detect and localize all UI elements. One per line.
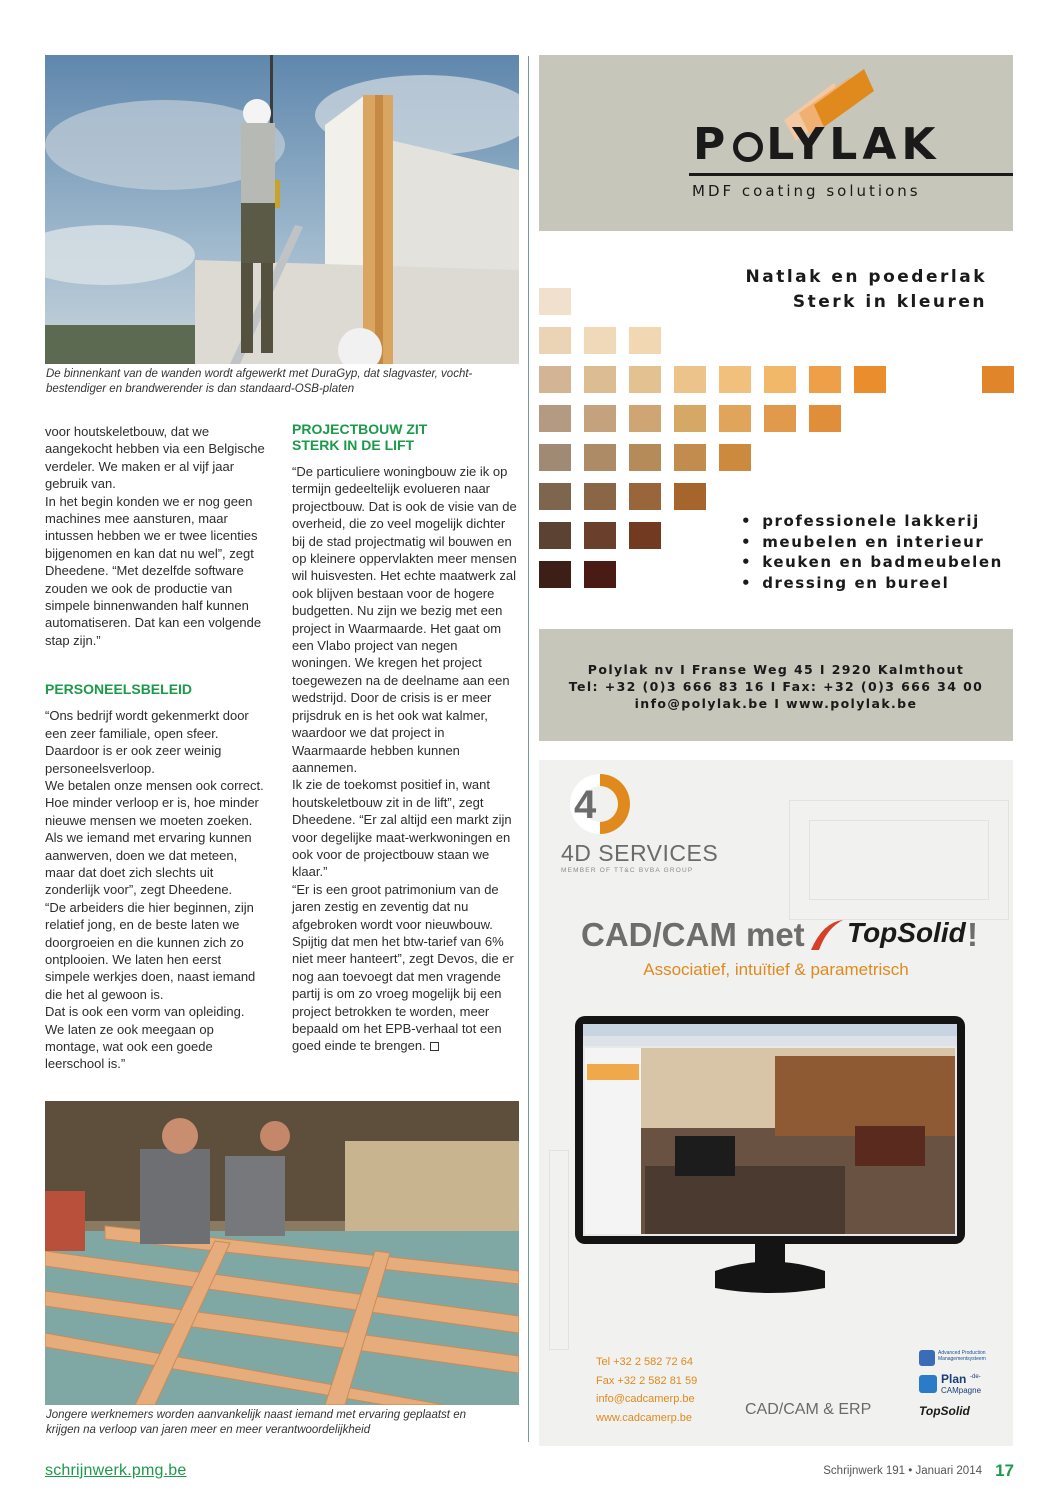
color-swatch: [982, 366, 1014, 393]
polylak-phone: Tel: +32 (0)3 666 83 16 I Fax: +32 (0)3 666 34 00: [568, 679, 984, 694]
plan-de-campagne-text-c: CAMpagne: [941, 1386, 982, 1395]
color-swatch: [539, 405, 571, 432]
4d-website[interactable]: www.cadcamerp.be: [596, 1411, 692, 1424]
color-swatch: [584, 327, 616, 354]
color-swatch: [539, 288, 571, 315]
polylak-service-item: • meubelen en interieur: [741, 532, 1003, 553]
photo-bottom-caption: Jongere werknemers worden aanvankelijk naast iemand met ervaring geplaatst en krijgen na verloop van jaren meer en meer verantwoordelijkheid: [46, 1409, 466, 1436]
footer-website-link[interactable]: schrijnwerk.pmg.be: [45, 1462, 187, 1479]
col1-paragraph-2: In het begin konden we er nog geen machines mee aansturen, maar intussen hebben we er twee licenties bijgenomen en kan dat nu wel”, zegt Dheedene. “Met dezelfde software zouden we ook de productie van simpele binnenwanden half kunnen automatiseren. Dat kan een volgende stap zijn.”: [45, 493, 262, 648]
color-swatch: [584, 366, 616, 393]
color-swatch: [584, 561, 616, 588]
svg-text:4: 4: [574, 783, 597, 827]
article-column-2: [292, 421, 518, 1055]
polylak-service-item: • dressing en bureel: [741, 573, 1003, 594]
color-swatch: [539, 561, 571, 588]
color-swatch: [629, 405, 661, 432]
polylak-contact: [539, 661, 1013, 712]
color-swatch: [809, 366, 841, 393]
plan-de-campagne-icon: [919, 1375, 937, 1393]
heading-line-2: STERK IN DE LIFT: [292, 437, 415, 453]
color-swatch: [629, 327, 661, 354]
color-swatch: [539, 522, 571, 549]
section-heading-projectbouw: [292, 421, 518, 453]
article-column-1: [45, 423, 267, 1073]
color-swatch: [809, 405, 841, 432]
4d-email[interactable]: info@cadcamerp.be: [596, 1393, 695, 1405]
partner-logo-plan-de-campagne: [919, 1372, 999, 1396]
headline-exclamation: !: [967, 916, 978, 953]
polylak-logo-underline: [689, 173, 1013, 176]
color-swatch: [764, 405, 796, 432]
color-swatch: [674, 483, 706, 510]
col1-paragraph-5: Als we iemand met ervaring kunnen aanwerven, doen we dat meteen, maar dat doet zich slechts uit zonderlijk voor”, zegt Dheedene.: [45, 830, 252, 898]
polylak-services-list: [741, 511, 1003, 593]
color-swatch: [764, 366, 796, 393]
color-swatch: [584, 522, 616, 549]
end-of-article-icon: [430, 1042, 439, 1051]
4d-brand-name: 4D SERVICES: [561, 840, 719, 866]
col2-paragraph-1: “De particuliere woningbouw zie ik op termijn gedeeltelijk evolueren naar projectbouw. Dat is ook de visie van de overheid, die zo veel mogelijk dichter bij de stad projectmatig wil bouwen en op kleinere oppervlakten meer mensen wil huisvesten. Het echte maatwerk zal ook blijven bestaan voor de hogere budgetten. Nu zijn we bezig met een project in Waarmaarde. Het gaat om een Vlabo project van negen woningen. We kregen het project toegewezen na de deelname aan een wedstrijd. Door de crisis is er meer prijsdruk en is het ook wat kalmer, waardoor we dat project in Waarmaarde hebben kunnen aannemen.: [292, 464, 517, 775]
4d-brand-subtitle: MEMBER OF TT&C BVBA GROUP: [561, 867, 694, 874]
color-swatch: [629, 483, 661, 510]
4d-headline: CAD/CAM met: [581, 916, 805, 953]
heading-line-1: PROJECTBOUW ZIT: [292, 421, 428, 437]
partner-logo-topsolid: TopSolid: [919, 1404, 970, 1418]
color-swatch: [719, 405, 751, 432]
color-swatch: [539, 483, 571, 510]
plan-de-campagne-text-b: -de-: [970, 1374, 981, 1380]
polylak-service-item: • keuken en badmeubelen: [741, 552, 1003, 573]
polylak-address: Polylak nv I Franse Weg 45 I 2920 Kalmthout: [587, 662, 965, 677]
col1-paragraph-7: Dat is ook een vorm van opleiding. We laten ze ook meegaan op montage, wat ook een goede leerschool is.”: [45, 1004, 245, 1072]
polylak-tagline-2: Sterk in kleuren: [792, 292, 987, 312]
color-swatch: [629, 444, 661, 471]
col2-paragraph-2: Ik zie de toekomst positief in, want houtskeletbouw zit in de lift”, zegt Dheedene. “Er zal altijd een markt zijn voor degelijke maat-werkwoningen en ook voor de projectbouw staan we klaar.”: [292, 777, 512, 880]
color-swatch: [539, 444, 571, 471]
4d-contact: [596, 1353, 697, 1427]
color-swatch: [539, 327, 571, 354]
col2-paragraph-3: [292, 881, 518, 1055]
background-cabinet-outline: [549, 1150, 569, 1350]
col1-paragraph-6: “De arbeiders die hier beginnen, zijn relatief jong, en de beste laten we doorgroeien en die kunnen zich zo ontplooien. We laten hen eerst simpele werkjes doen, naast iemand die het al gewoon is.: [45, 899, 256, 1002]
topsolid-logo: TopSolid: [847, 917, 966, 948]
color-swatch: [584, 444, 616, 471]
color-swatch: [674, 405, 706, 432]
color-swatch: [719, 366, 751, 393]
4d-fax: Fax +32 2 582 81 59: [596, 1374, 698, 1387]
polylak-o-icon: [733, 132, 763, 162]
color-swatch: [584, 483, 616, 510]
color-swatch: [629, 366, 661, 393]
footer-publication: Schrijnwerk 191 • Januari 2014: [823, 1465, 982, 1477]
construction-photo: [45, 55, 519, 364]
polylak-email-web: info@polylak.be I www.polylak.be: [634, 696, 918, 711]
col1-paragraph-3: “Ons bedrijf wordt gekenmerkt door een zeer familiale, open sfeer. Daardoor is er ook zeer weinig personeelsverloop.: [45, 708, 249, 776]
col2-paragraph-3-text: “Er is een groot patrimonium van de jaren zestig en zeventig dat nu afgebroken wordt voor nieuwbouw. Spijtig dat men het btw-tarief van 6% niet meer hanteert”, zegt Devos, die er nog aan toevoegt dat men vragende partij is om zo vroeg mogelijk bij een project betrokken te worden, meer bepaald om het EPB-verhaal tot een goed einde te brengen.: [292, 881, 514, 1054]
partner-logo-apm: [919, 1348, 999, 1368]
workshop-photo: [45, 1101, 519, 1405]
4d-cadcam-erp: CAD/CAM & ERP: [745, 1401, 872, 1418]
column-divider: [528, 56, 529, 1442]
plan-de-campagne-text-a: Plan: [941, 1372, 967, 1386]
apm-logo-icon: [919, 1350, 935, 1366]
polylak-tagline-1: Natlak en poederlak: [745, 267, 987, 287]
color-swatch: [674, 366, 706, 393]
background-cabinet-outline: [809, 820, 989, 900]
polylak-tagline: [746, 265, 987, 315]
polylak-wordmark: P LYLAK: [693, 119, 941, 170]
col1-paragraph-4: We betalen onze mensen ook correct. Hoe minder verloop er is, hoe minder nieuwe mensen we moeten zoeken.: [45, 777, 264, 828]
color-swatch: [854, 366, 886, 393]
section-heading-personeelsbeleid: PERSONEELSBELEID: [45, 681, 193, 698]
color-swatch: [584, 405, 616, 432]
polylak-contact-panel: [539, 629, 1013, 741]
4d-services-advertisement: [539, 760, 1013, 1446]
polylak-advertisement: [539, 55, 1013, 741]
polylak-logo-panel: [539, 55, 1013, 231]
4d-logo-icon: [569, 770, 631, 840]
color-swatch: [629, 522, 661, 549]
color-swatch: [719, 444, 751, 471]
4d-tel: Tel +32 2 582 72 64: [596, 1356, 693, 1368]
color-swatch: [674, 444, 706, 471]
page-number: 17: [995, 1461, 1014, 1480]
4d-subheadline: Associatief, intuïtief & parametrisch: [643, 960, 909, 979]
col1-paragraph-1: voor houtskeletbouw, dat we aangekocht hebben via een Belgische verdeler. We maken er al vijf jaar gebruik van.: [45, 424, 265, 492]
color-swatch: [539, 366, 571, 393]
polylak-subtitle: MDF coating solutions: [692, 182, 921, 200]
monitor-screenshot-icon: [575, 1016, 967, 1296]
polylak-service-item: • professionele lakkerij: [741, 511, 1003, 532]
apm-logo-text: Advanced Production Managementsysteem: [938, 1350, 986, 1362]
topsolid-swoosh-icon: [809, 918, 845, 952]
photo-top-caption: De binnenkant van de wanden wordt afgewerkt met DuraGyp, dat slagvaster, vocht-bestendiger en brandwerender is dan standaard-OSB-platen: [46, 368, 473, 395]
